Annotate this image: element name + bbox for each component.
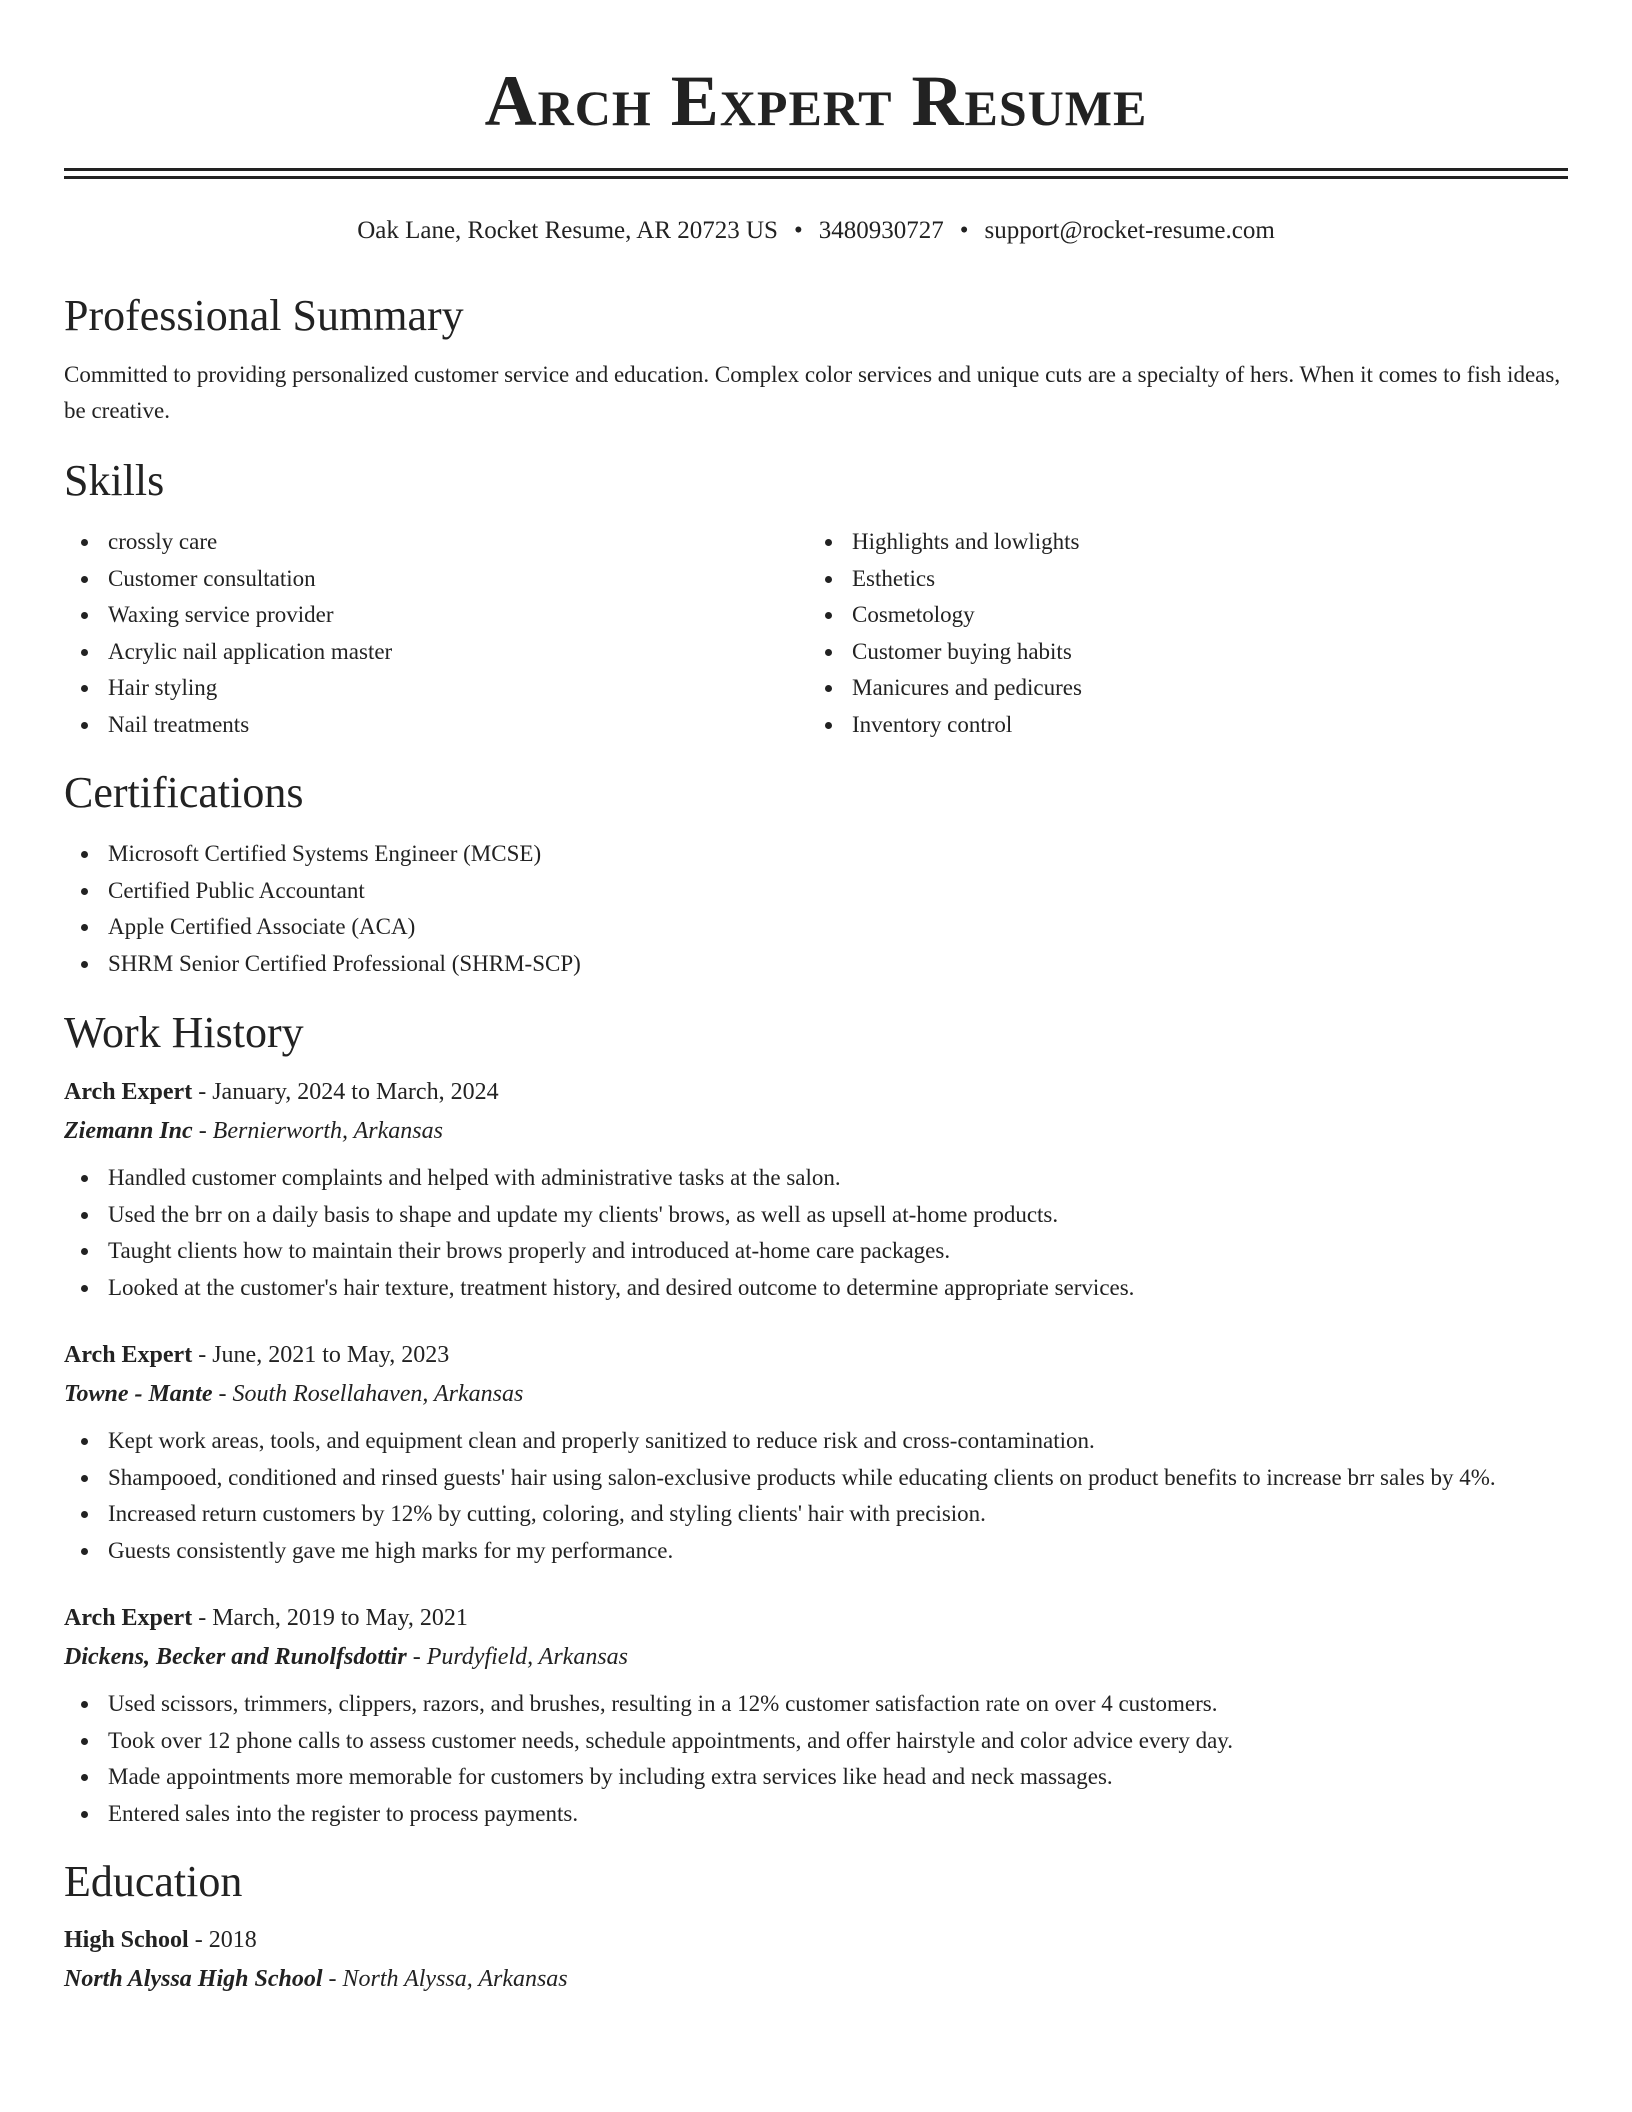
job-title-line bbox=[64, 1336, 1568, 1375]
job-company: Towne - Mante bbox=[64, 1381, 213, 1407]
job-bullet: Looked at the customer's hair texture, treatment history, and desired outcome to determine appropriate services. bbox=[64, 1270, 1568, 1307]
skill-item: Hair styling bbox=[64, 670, 808, 707]
skills-list-left bbox=[64, 524, 808, 743]
job-bullets bbox=[64, 1423, 1568, 1569]
job-company: Dickens, Becker and Runolfsdottir bbox=[64, 1644, 407, 1670]
education-heading: Education bbox=[64, 1857, 243, 1906]
job-entry bbox=[64, 1073, 1568, 1306]
job-entry bbox=[64, 1599, 1568, 1832]
skill-item: Cosmetology bbox=[808, 597, 1552, 634]
certifications-heading: Certifications bbox=[64, 768, 304, 817]
skill-item: Nail treatments bbox=[64, 707, 808, 744]
education-entry bbox=[64, 1921, 1568, 1999]
job-dates: - June, 2021 to May, 2023 bbox=[192, 1342, 450, 1368]
job-location: - South Rosellahaven, Arkansas bbox=[212, 1381, 524, 1407]
job-title-line bbox=[64, 1073, 1568, 1112]
certification-item: Microsoft Certified Systems Engineer (MCSE) bbox=[64, 836, 1568, 873]
education-location: - North Alyssa, Arkansas bbox=[322, 1966, 568, 1992]
education-year: - 2018 bbox=[188, 1927, 257, 1953]
job-company: Ziemann Inc bbox=[64, 1118, 193, 1144]
contact-phone: 3480930727 bbox=[818, 217, 944, 244]
skill-item: Acrylic nail application master bbox=[64, 634, 808, 671]
education-school-line bbox=[64, 1960, 1568, 1999]
job-bullet: Entered sales into the register to process payments. bbox=[64, 1796, 1568, 1833]
job-bullet: Shampooed, conditioned and rinsed guests' hair using salon-exclusive products while educating clients on product benefits to increase brr sales by 4%. bbox=[64, 1460, 1568, 1497]
skill-item: crossly care bbox=[64, 524, 808, 561]
job-company-line bbox=[64, 1638, 1568, 1677]
job-bullets bbox=[64, 1686, 1568, 1832]
skills-columns bbox=[64, 524, 1568, 743]
certification-item: Apple Certified Associate (ACA) bbox=[64, 909, 1568, 946]
job-bullet: Used the brr on a daily basis to shape and update my clients' brows, as well as upsell at-home products. bbox=[64, 1197, 1568, 1234]
work-history-heading: Work History bbox=[64, 1008, 304, 1057]
job-bullet: Used scissors, trimmers, clippers, razors, and brushes, resulting in a 12% customer satisfaction rate on over 4 customers. bbox=[64, 1686, 1568, 1723]
contact-email: support@rocket-resume.com bbox=[984, 217, 1275, 244]
skill-item: Highlights and lowlights bbox=[808, 524, 1552, 561]
job-title: Arch Expert bbox=[64, 1342, 193, 1368]
job-company-line bbox=[64, 1112, 1568, 1151]
job-bullet: Guests consistently gave me high marks for my performance. bbox=[64, 1533, 1568, 1570]
job-company-line bbox=[64, 1375, 1568, 1414]
education-degree-line bbox=[64, 1921, 1568, 1960]
skill-item: Customer consultation bbox=[64, 561, 808, 598]
job-entry bbox=[64, 1336, 1568, 1569]
job-bullet: Kept work areas, tools, and equipment clean and properly sanitized to reduce risk and cross-contamination. bbox=[64, 1423, 1568, 1460]
skill-item: Inventory control bbox=[808, 707, 1552, 744]
skill-item: Waxing service provider bbox=[64, 597, 808, 634]
skills-heading: Skills bbox=[64, 456, 165, 505]
job-title-line bbox=[64, 1599, 1568, 1638]
title-rule-bottom bbox=[64, 176, 1568, 179]
job-dates: - January, 2024 to March, 2024 bbox=[192, 1079, 499, 1105]
contact-separator: • bbox=[959, 217, 969, 244]
contact-line bbox=[64, 216, 1568, 246]
skills-list-right bbox=[808, 524, 1552, 743]
job-location: - Bernierworth, Arkansas bbox=[192, 1118, 443, 1144]
job-bullets bbox=[64, 1160, 1568, 1306]
job-bullet: Taught clients how to maintain their brows properly and introduced at-home care packages. bbox=[64, 1233, 1568, 1270]
job-dates: - March, 2019 to May, 2021 bbox=[192, 1605, 468, 1631]
resume-title: Arch Expert Resume bbox=[484, 61, 1148, 141]
skill-item: Manicures and pedicures bbox=[808, 670, 1552, 707]
education-degree: High School bbox=[64, 1927, 189, 1953]
summary-text: Committed to providing personalized customer service and education. Complex color services and unique cuts are a specialty of hers. When it comes to fish ideas, be creative. bbox=[64, 362, 1561, 423]
job-location: - Purdyfield, Arkansas bbox=[406, 1644, 629, 1670]
job-title: Arch Expert bbox=[64, 1079, 193, 1105]
job-bullet: Handled customer complaints and helped with administrative tasks at the salon. bbox=[64, 1160, 1568, 1197]
job-title: Arch Expert bbox=[64, 1605, 193, 1631]
certifications-list bbox=[64, 836, 1568, 982]
skill-item: Esthetics bbox=[808, 561, 1552, 598]
summary-heading: Professional Summary bbox=[64, 291, 464, 340]
contact-address: Oak Lane, Rocket Resume, AR 20723 US bbox=[357, 217, 778, 244]
certification-item: SHRM Senior Certified Professional (SHRM-SCP) bbox=[64, 946, 1568, 983]
resume-page bbox=[64, 0, 1568, 1999]
skill-item: Customer buying habits bbox=[808, 634, 1552, 671]
job-bullet: Increased return customers by 12% by cutting, coloring, and styling clients' hair with precision. bbox=[64, 1496, 1568, 1533]
certification-item: Certified Public Accountant bbox=[64, 873, 1568, 910]
education-school: North Alyssa High School bbox=[64, 1966, 323, 1992]
job-bullet: Made appointments more memorable for customers by including extra services like head and neck massages. bbox=[64, 1759, 1568, 1796]
job-bullet: Took over 12 phone calls to assess customer needs, schedule appointments, and offer hairstyle and color advice every day. bbox=[64, 1723, 1568, 1760]
contact-separator: • bbox=[793, 217, 803, 244]
